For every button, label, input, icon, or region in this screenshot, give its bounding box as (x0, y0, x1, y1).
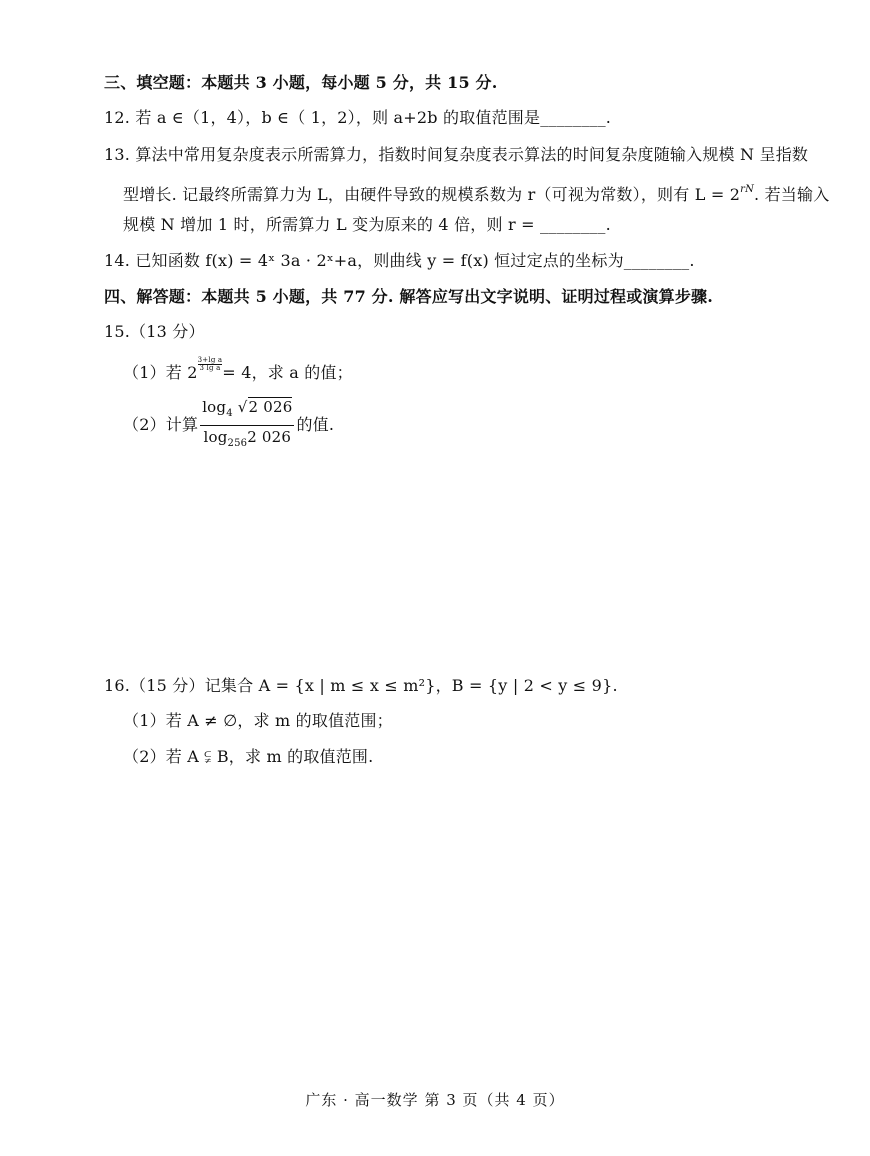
exponent-numerator: 3+lg a (197, 356, 223, 364)
question-15-part-2-prefix: （2）计算 (123, 415, 199, 434)
fraction-numerator: $\log_4 √2$ 026 (200, 398, 294, 426)
question-13-line-2-text-a: 型增长. 记最终所需算力为 L，由硬件导致的规模系数为 r（可视为常数），则有 L = 2 (123, 185, 741, 204)
section-3-heading: 三、填空题：本题共 3 小题，每小题 5 分，共 15 分. (104, 73, 498, 92)
page-footer: 广东 · 高一数学 第 3 页（共 4 页） (305, 1091, 565, 1109)
question-16-title: 16.（15 分）记集合 A = {x | m ≤ x ≤ m²}，B = {y | 2 < y ≤ 9}. (104, 676, 618, 695)
question-13-exponent: rN (740, 184, 755, 195)
log-fraction (200, 398, 294, 453)
question-15-exponent-fraction (198, 357, 223, 372)
exponent-denominator: 3 lg a (199, 364, 221, 372)
question-12: 12. 若 a ∈（1，4），b ∈（ 1，2），则 a+2b 的取值范围是________. (104, 108, 612, 127)
question-13-line-2-text-b: . 若当输入 (754, 185, 830, 204)
fraction-denominator: $\log_{256}2$ 026 (203, 428, 292, 449)
sqrt-argument: 2 026 (248, 398, 293, 416)
section-4-heading: 四、解答题：本题共 5 小题，共 77 分. 解答应写出文字说明、证明过程或演算步骤. (104, 287, 713, 306)
question-13-line-1: 13. 算法中常用复杂度表示所需算力，指数时间复杂度表示算法的时间复杂度随输入规模 N 呈指数 (104, 145, 809, 164)
question-14: 14. 已知函数 f(x) = 4ˣ 3a · 2ˣ+a，则曲线 y = f(x) 恒过定点的坐标为________. (104, 251, 695, 270)
question-15-part-2-suffix: 的值. (296, 415, 335, 434)
question-13-line-3: 规模 N 增加 1 时，所需算力 L 变为原来的 4 倍，则 r = ________. (123, 215, 611, 234)
question-15-part-1-prefix: （1）若 2 (123, 363, 198, 382)
question-15-part-2 (123, 398, 334, 453)
question-15-part-1 (123, 357, 353, 383)
question-16-part-1: （1）若 A ≠ ∅，求 m 的取值范围； (123, 711, 393, 730)
question-16-part-2: （2）若 A ⫋ B，求 m 的取值范围. (123, 747, 374, 766)
question-15-part-1-suffix: = 4，求 a 的值； (222, 363, 353, 382)
question-15-title: 15.（13 分） (104, 322, 205, 341)
question-13-line-2 (123, 180, 829, 205)
